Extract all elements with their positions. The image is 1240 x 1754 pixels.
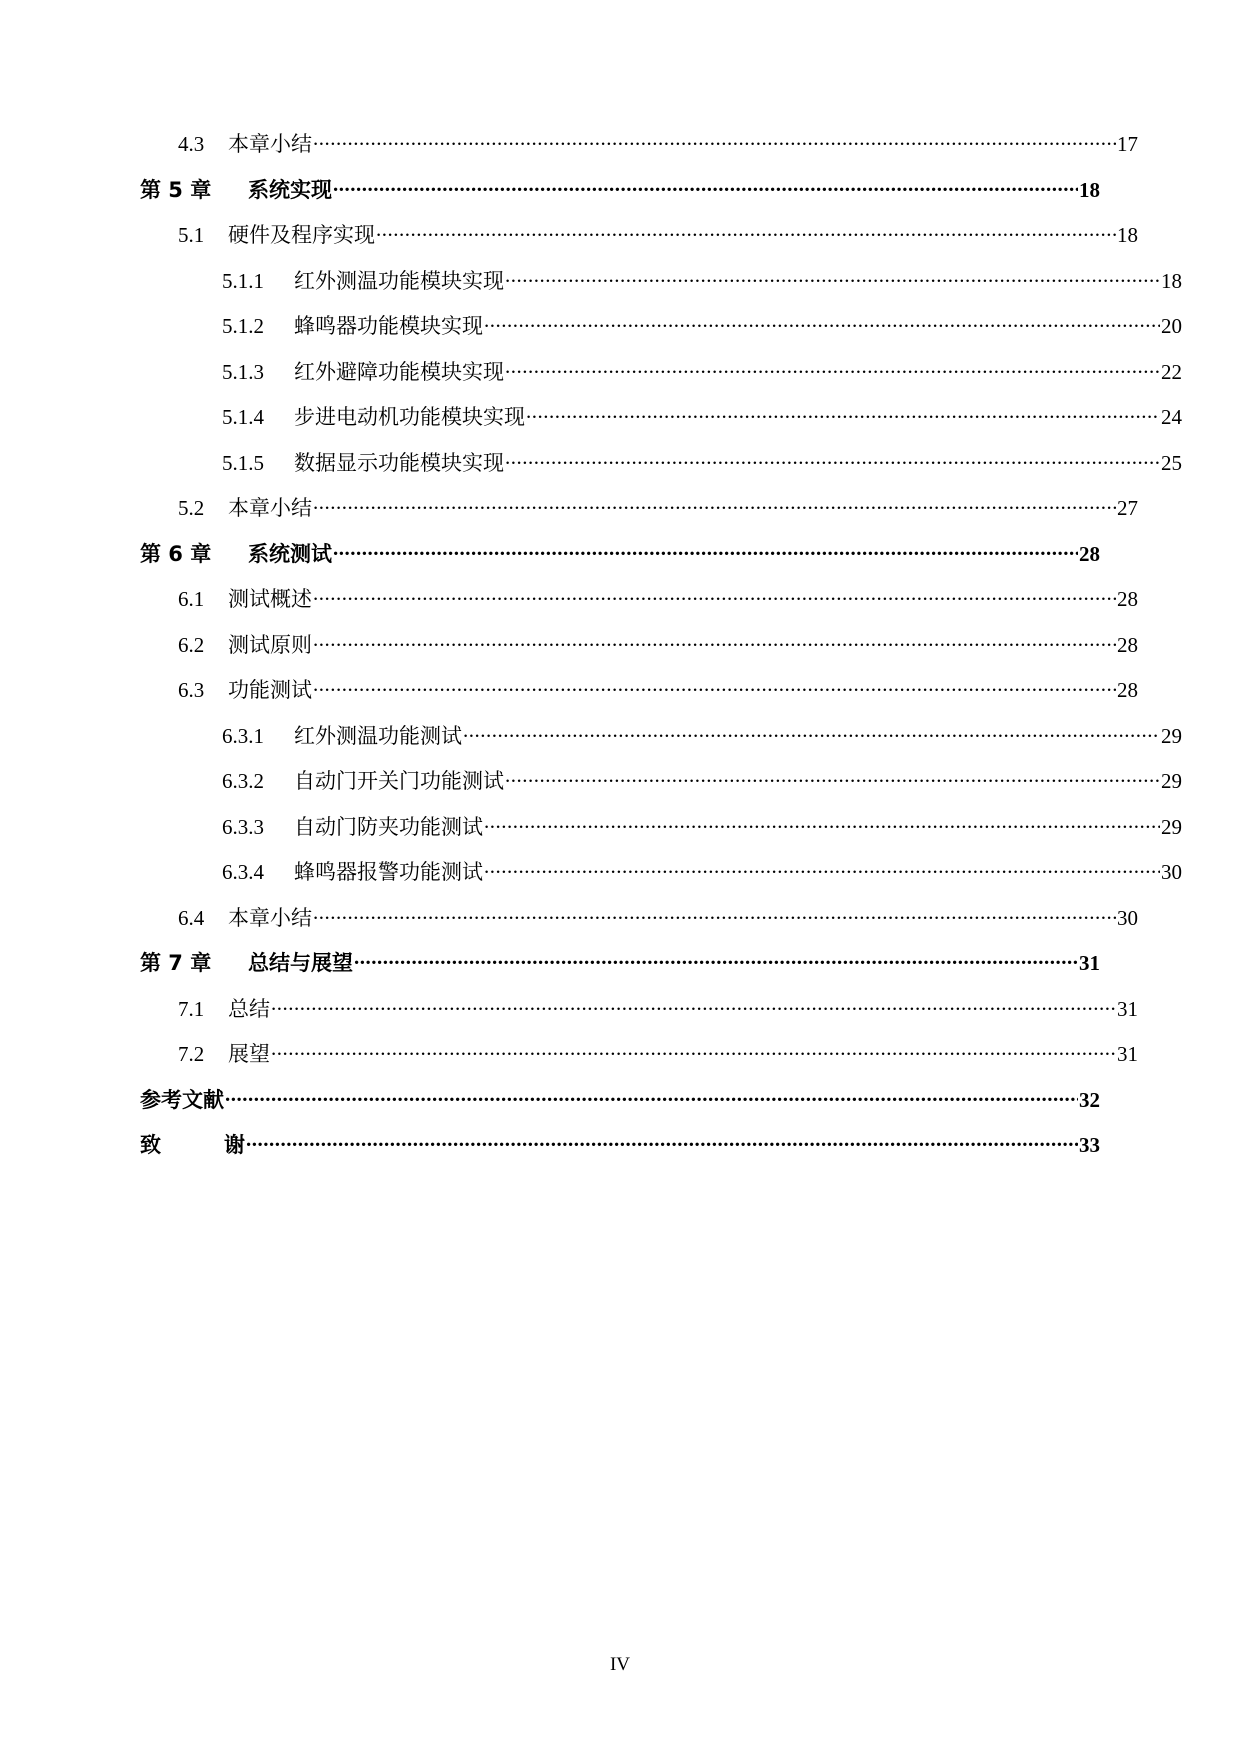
- toc-leader-dots: [505, 449, 1160, 470]
- toc-leader-dots: [246, 1131, 1078, 1152]
- toc-entry-title: 本章小结: [228, 496, 312, 520]
- toc-entry-page-number: 32: [1079, 1087, 1100, 1112]
- toc-entry-number: 6.3: [178, 678, 205, 702]
- toc-entry-title: 自动门防夹功能测试: [294, 814, 483, 839]
- toc-leader-dots: [313, 494, 1116, 515]
- toc-entry-title: 功能测试: [228, 678, 312, 702]
- toc-leader-dots: [505, 767, 1160, 788]
- toc-entry-label: [140, 177, 332, 202]
- toc-entry-page-number: 28: [1117, 632, 1138, 657]
- toc-entry-number: 第 5 章: [140, 177, 212, 202]
- toc-entry-number: 6.2: [178, 632, 205, 657]
- table-of-contents: [140, 130, 1182, 1157]
- toc-entry-title: 测试原则: [228, 632, 312, 657]
- toc-entry-subsection[interactable]: [140, 403, 1182, 428]
- toc-leader-dots: [505, 267, 1160, 288]
- toc-entry-chapter[interactable]: [140, 176, 1100, 201]
- toc-entry-page-number: 18: [1161, 268, 1182, 293]
- toc-entry-title: 总结: [228, 996, 270, 1021]
- toc-entry-number: 5.1: [178, 223, 205, 247]
- toc-entry-page-number: 18: [1079, 177, 1100, 202]
- toc-leader-dots: [376, 221, 1116, 242]
- toc-entry-page-number: 33: [1079, 1133, 1100, 1157]
- toc-entry-back-matter[interactable]: [140, 1131, 1100, 1156]
- toc-entry-number: 5.1.5: [222, 450, 264, 475]
- toc-entry-number: 5.1.3: [222, 359, 264, 384]
- toc-entry-label: [178, 1044, 270, 1065]
- toc-leader-dots: [313, 130, 1116, 151]
- toc-entry-title: 总结与展望: [248, 951, 353, 975]
- toc-entry-number: 7.2: [178, 1042, 205, 1066]
- toc-entry-page-number: 27: [1117, 496, 1138, 520]
- toc-entry-label: [222, 771, 504, 792]
- toc-entry-section[interactable]: [140, 904, 1138, 929]
- toc-entry-label: [178, 498, 312, 519]
- toc-entry-label: [222, 862, 483, 883]
- toc-entry-label: [178, 134, 312, 155]
- toc-entry-label: [140, 541, 332, 566]
- toc-leader-dots: [313, 904, 1116, 925]
- toc-entry-title: 测试概述: [228, 587, 312, 611]
- toc-leader-dots: [271, 1040, 1116, 1061]
- toc-entry-number: 4.3: [178, 132, 205, 156]
- toc-entry-back-matter[interactable]: [140, 1086, 1100, 1111]
- toc-leader-dots: [313, 631, 1116, 652]
- toc-entry-number: 5.2: [178, 496, 205, 520]
- toc-entry-label: [222, 814, 483, 839]
- toc-entry-number: 第 6 章: [140, 541, 212, 566]
- toc-entry-page-number: 31: [1117, 996, 1138, 1021]
- toc-entry-label: [178, 680, 312, 701]
- toc-entry-title: 展望: [228, 1042, 270, 1066]
- toc-entry-number: 7.1: [178, 996, 205, 1021]
- toc-entry-number: 6.1: [178, 587, 205, 611]
- toc-entry-label: [222, 359, 504, 384]
- toc-entry-section[interactable]: [140, 631, 1138, 656]
- toc-entry-page-number: 20: [1161, 314, 1182, 338]
- toc-entry-title: 蜂鸣器功能模块实现: [294, 314, 483, 338]
- toc-leader-dots: [271, 995, 1116, 1016]
- toc-entry-title: 本章小结: [228, 132, 312, 156]
- toc-entry-subsection[interactable]: [140, 449, 1182, 474]
- toc-entry-page-number: 31: [1117, 1042, 1138, 1066]
- toc-entry-label: [222, 450, 504, 475]
- toc-entry-section[interactable]: [140, 1040, 1138, 1065]
- toc-leader-dots: [333, 176, 1078, 197]
- toc-entry-number: 6.3.2: [222, 769, 264, 793]
- toc-entry-number: 5.1.2: [222, 314, 264, 338]
- toc-entry-page-number: 24: [1161, 405, 1182, 429]
- toc-entry-subsection[interactable]: [140, 267, 1182, 292]
- toc-entry-label: [222, 723, 462, 748]
- toc-entry-subsection[interactable]: [140, 858, 1182, 883]
- toc-entry-label: [178, 589, 312, 610]
- toc-entry-section[interactable]: [140, 995, 1138, 1020]
- toc-entry-label: [140, 953, 353, 974]
- toc-entry-page-number: 31: [1079, 951, 1100, 975]
- toc-entry-label: [178, 996, 270, 1021]
- toc-entry-number: 6.3.3: [222, 814, 264, 839]
- toc-entry-title: 本章小结: [228, 905, 312, 930]
- toc-entry-section[interactable]: [140, 676, 1138, 701]
- toc-entry-label: [222, 268, 504, 293]
- toc-entry-label: [222, 316, 483, 337]
- toc-entry-subsection[interactable]: [140, 358, 1182, 383]
- toc-leader-dots: [484, 813, 1160, 834]
- page-number: IV: [609, 1654, 631, 1675]
- toc-entry-number: 第 7 章: [140, 951, 212, 975]
- toc-entry-page-number: 29: [1161, 814, 1182, 839]
- toc-entry-label: [222, 407, 525, 428]
- toc-entry-title: 蜂鸣器报警功能测试: [294, 860, 483, 884]
- toc-entry-title: 红外测温功能测试: [294, 723, 462, 748]
- toc-entry-title: 参考文献: [140, 1087, 224, 1112]
- toc-entry-section[interactable]: [140, 494, 1138, 519]
- toc-entry-page-number: 30: [1117, 905, 1138, 930]
- toc-entry-chapter[interactable]: [140, 540, 1100, 565]
- toc-entry-title: 自动门开关门功能测试: [294, 769, 504, 793]
- toc-entry-chapter[interactable]: [140, 949, 1100, 974]
- toc-entry-page-number: 28: [1079, 541, 1100, 566]
- toc-entry-title: 步进电动机功能模块实现: [294, 405, 525, 429]
- toc-entry-label: [178, 905, 312, 930]
- toc-entry-page-number: 29: [1161, 769, 1182, 793]
- toc-entry-subsection[interactable]: [140, 722, 1182, 747]
- toc-leader-dots: [463, 722, 1160, 743]
- toc-entry-page-number: 29: [1161, 723, 1182, 748]
- toc-leader-dots: [313, 585, 1116, 606]
- toc-entry-section[interactable]: [140, 130, 1138, 155]
- toc-entry-title: 致 谢: [140, 1133, 245, 1157]
- toc-entry-label: [140, 1135, 245, 1156]
- toc-entry-title: 硬件及程序实现: [228, 223, 375, 247]
- toc-entry-number: 6.3.1: [222, 723, 264, 748]
- toc-entry-subsection[interactable]: [140, 813, 1182, 838]
- toc-entry-title: 系统测试: [248, 541, 332, 566]
- toc-entry-label: [140, 1087, 224, 1112]
- toc-entry-page-number: 25: [1161, 450, 1182, 475]
- toc-entry-page-number: 22: [1161, 359, 1182, 384]
- toc-entry-label: [178, 225, 375, 246]
- toc-entry-title: 红外测温功能模块实现: [294, 268, 504, 293]
- toc-entry-page-number: 18: [1117, 223, 1138, 247]
- toc-entry-title: 数据显示功能模块实现: [294, 450, 504, 475]
- toc-entry-page-number: 28: [1117, 587, 1138, 611]
- toc-entry-number: 6.3.4: [222, 860, 264, 884]
- toc-entry-title: 红外避障功能模块实现: [294, 359, 504, 384]
- toc-leader-dots: [484, 312, 1160, 333]
- toc-leader-dots: [333, 540, 1078, 561]
- toc-entry-subsection[interactable]: [140, 767, 1182, 792]
- toc-leader-dots: [505, 358, 1160, 379]
- toc-entry-section[interactable]: [140, 585, 1138, 610]
- toc-entry-number: 5.1.4: [222, 405, 264, 429]
- toc-leader-dots: [225, 1086, 1078, 1107]
- toc-leader-dots: [484, 858, 1160, 879]
- toc-leader-dots: [526, 403, 1160, 424]
- toc-entry-number: 5.1.1: [222, 268, 264, 293]
- toc-entry-page-number: 30: [1161, 860, 1182, 884]
- toc-leader-dots: [354, 949, 1078, 970]
- toc-entry-subsection[interactable]: [140, 312, 1182, 337]
- toc-leader-dots: [313, 676, 1116, 697]
- toc-entry-page-number: 17: [1117, 132, 1138, 156]
- toc-entry-page-number: 28: [1117, 678, 1138, 702]
- toc-entry-section[interactable]: [140, 221, 1138, 246]
- toc-entry-title: 系统实现: [248, 177, 332, 202]
- toc-entry-number: 6.4: [178, 905, 205, 930]
- toc-entry-label: [178, 632, 312, 657]
